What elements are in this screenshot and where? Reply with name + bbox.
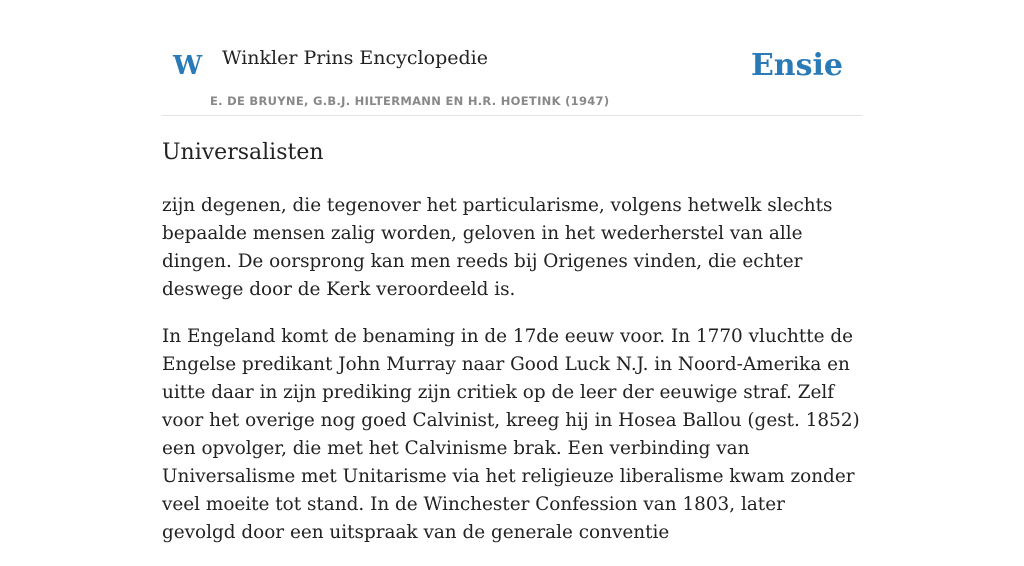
page <box>162 0 862 543</box>
entry-paragraph: zijn degenen, die tegenover het particularisme, volgens hetwelk slechts bepaalde mensen zalig worden, geloven in het wederherstel van alle dingen. De oorsprong kan men reeds bij Origenes vinden, die echter deswege door de Kerk veroordeeld is. <box>162 195 833 300</box>
site-logo[interactable]: W <box>173 51 203 81</box>
entry-body <box>162 192 862 566</box>
site-title[interactable]: Winkler Prins Encyclopedie <box>222 47 488 69</box>
ensie-brand-logo[interactable]: Ensie <box>750 48 843 83</box>
entry-title: Universalisten <box>162 140 324 165</box>
site-header <box>162 40 862 116</box>
entry-paragraph: In Engeland komt de benaming in de 17de eeuw voor. In 1770 vluchtte de Engelse predikant John Murray naar Good Luck N.J. in Noord-Amerika en uitte daar in zijn prediking zijn critiek op de leer der eeuwige straf. Zelf voor het overige nog goed Calvinist, kreeg hij in Hosea Ballou (gest. 1852) een opvolger, die met het Calvinisme brak. Een verbinding van Universalisme met Unitarisme via het religieuze liberalisme kwam zonder veel moeite tot stand. In de Winchester Confession van 1803, later gevolgd door een uitspraak van de generale conventie <box>162 326 860 543</box>
site-authors: E. DE BRUYNE, G.B.J. HILTERMANN EN H.R. HOETINK (1947) <box>210 94 610 108</box>
